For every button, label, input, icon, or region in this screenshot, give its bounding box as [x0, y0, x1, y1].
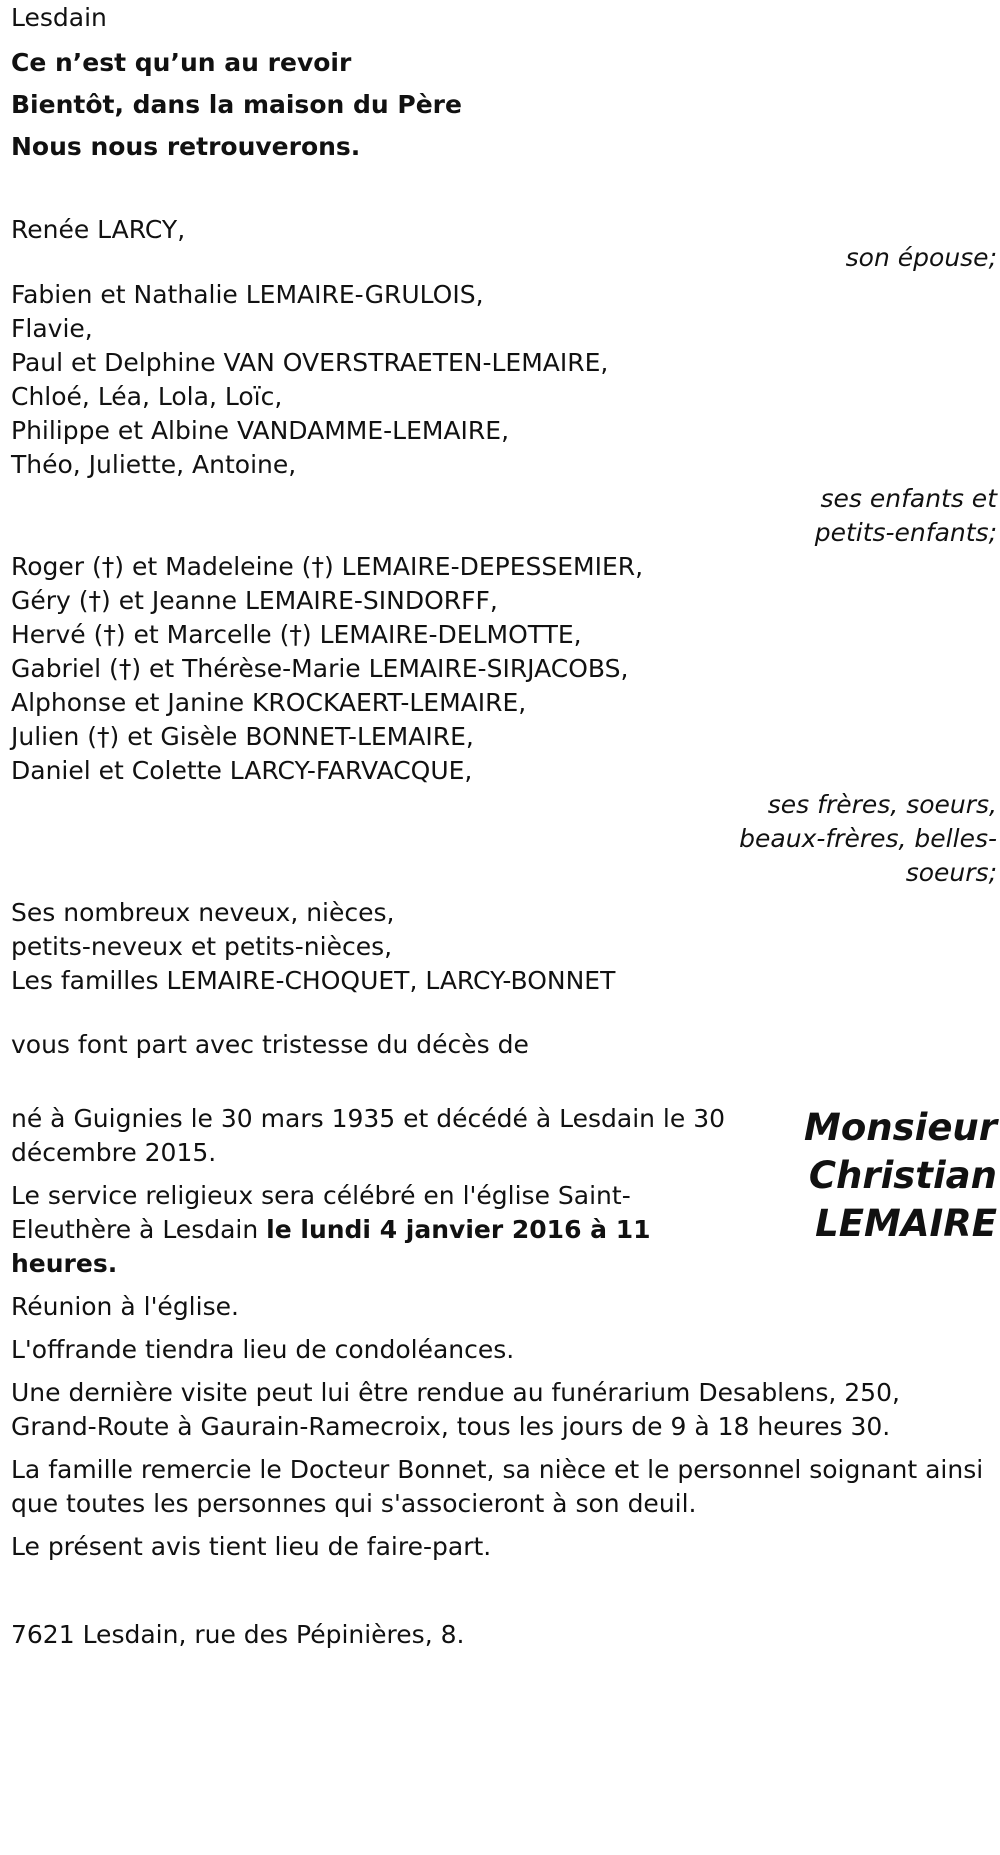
others-line-3: Les familles LEMAIRE-CHOQUET, LARCY-BONNET — [11, 966, 616, 995]
siblings-section — [11, 550, 997, 890]
children-section — [11, 278, 997, 550]
verse-line-3: Nous nous retrouverons. — [11, 132, 361, 161]
paragraph-thanks: La famille remercie le Docteur Bonnet, sa nièce et le personnel soignant ainsi que toutes les personnes qui s'associeront à son deuil. — [11, 1455, 984, 1518]
deceased-first-name: Christian — [808, 1154, 997, 1197]
others-line-1: Ses nombreux neveux, nièces, — [11, 898, 395, 927]
child-name-6: Théo, Juliette, Antoine, — [11, 450, 297, 479]
service-info — [11, 1179, 731, 1281]
siblings-relation-1: ses frères, soeurs, — [767, 790, 997, 819]
siblings-relation-3: soeurs; — [905, 858, 997, 887]
child-name-1: Fabien et Nathalie LEMAIRE-GRULOIS, — [11, 280, 484, 309]
place-heading: Lesdain — [11, 3, 107, 32]
verse-line-2: Bientôt, dans la maison du Père — [11, 90, 462, 119]
paragraph-offering: L'offrande tiendra lieu de condoléances. — [11, 1335, 515, 1364]
child-name-3: Paul et Delphine VAN OVERSTRAETEN-LEMAIRE, — [11, 348, 609, 377]
sibling-name-4: Gabriel (†) et Thérèse-Marie LEMAIRE-SIRJACOBS, — [11, 654, 629, 683]
address: 7621 Lesdain, rue des Pépinières, 8. — [11, 1620, 465, 1649]
child-name-5: Philippe et Albine VANDAMME-LEMAIRE, — [11, 416, 510, 445]
verse-line-1: Ce n’est qu’un au revoir — [11, 48, 352, 77]
children-relation-2: petits-enfants; — [814, 518, 997, 547]
sibling-name-2: Géry (†) et Jeanne LEMAIRE-SINDORFF, — [11, 586, 498, 615]
deceased-title: Monsieur — [804, 1106, 997, 1149]
others-section — [11, 896, 991, 998]
siblings-relation-2: beaux-frères, belles- — [739, 824, 997, 853]
obituary-notice — [11, 0, 997, 1652]
children-relation-1: ses enfants et — [820, 484, 997, 513]
service-time: le lundi 4 janvier 2016 à 11 heures. — [11, 1215, 651, 1278]
paragraph-gathering: Réunion à l'église. — [11, 1292, 239, 1321]
sibling-name-5: Alphonse et Janine KROCKAERT-LEMAIRE, — [11, 688, 527, 717]
deceased-details — [11, 1102, 731, 1281]
child-name-4: Chloé, Léa, Lola, Loïc, — [11, 382, 283, 411]
sibling-name-7: Daniel et Colette LARCY-FARVACQUE, — [11, 756, 473, 785]
service-intro: Le service religieux sera célébré en l'église Saint-Eleuthère à Lesdain — [11, 1181, 631, 1244]
sibling-name-6: Julien (†) et Gisèle BONNET-LEMAIRE, — [11, 722, 474, 751]
deceased-section — [11, 1102, 997, 1281]
paragraph-visit: Une dernière visite peut lui être rendue au funérarium Desablens, 250, Grand-Route à Gaurain-Ramecroix, tous les jours de 9 à 18 heures 30. — [11, 1378, 900, 1441]
sibling-name-1: Roger (†) et Madeleine (†) LEMAIRE-DEPESSEMIER, — [11, 552, 644, 581]
paragraph-notice: Le présent avis tient lieu de faire-part. — [11, 1532, 492, 1561]
spouse-name: Renée LARCY, — [11, 215, 186, 244]
child-name-2: Flavie, — [11, 314, 93, 343]
spouse-relation: son épouse; — [845, 243, 997, 272]
sibling-name-3: Hervé (†) et Marcelle (†) LEMAIRE-DELMOTTE, — [11, 620, 582, 649]
others-line-2: petits-neveux et petits-nièces, — [11, 932, 393, 961]
deceased-name — [737, 1104, 997, 1248]
deceased-last-name: LEMAIRE — [815, 1202, 997, 1245]
spouse-section — [11, 210, 997, 278]
announcement-text: vous font part avec tristesse du décès de — [11, 1030, 529, 1059]
birth-death-info: né à Guignies le 30 mars 1935 et décédé à Lesdain le 30 décembre 2015. — [11, 1104, 726, 1167]
